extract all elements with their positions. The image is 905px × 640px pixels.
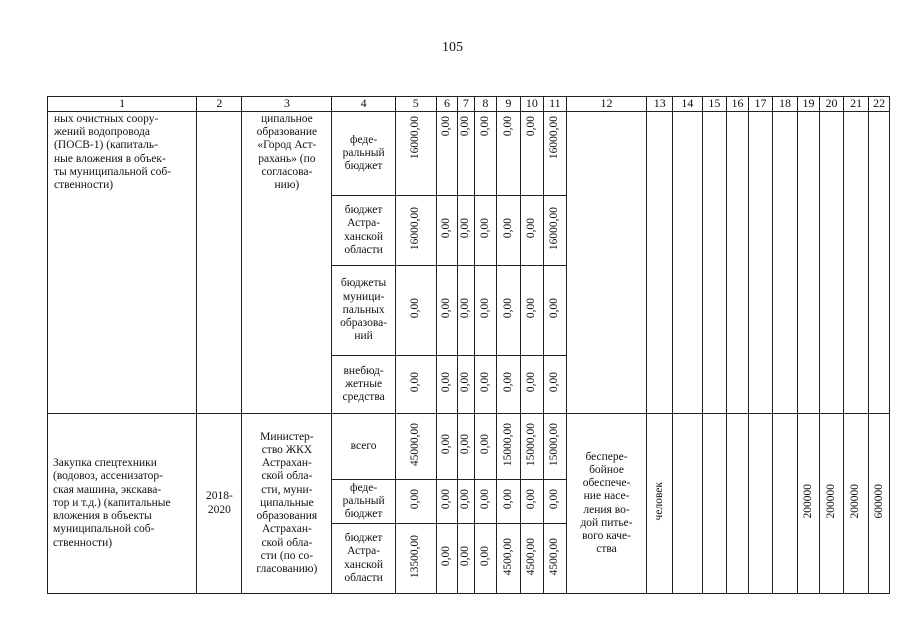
object-description: ных очистных соору- жений водопровода (ПОСВ-1) (капиталь- ные вложения в объек- ты муниципальной соб- ственности) [48, 112, 197, 414]
funding-source: бюджет Астра- ханской области [332, 196, 395, 266]
value-col-9: 4500,00 [501, 537, 514, 576]
object-description: Закупка спецтехники (водовоз, ассенизатор- ская машина, экскава- тор и т.д.) (капитальные вложения в объекты муниципальной соб- ственности) [48, 414, 197, 594]
expected-result: беспере- бойное обеспече- ние насе- ления во- дой питье- вого каче- ства [566, 414, 647, 594]
value-col-9: 0,00 [501, 372, 514, 393]
value-col-7: 0,00 [459, 116, 472, 137]
value-col-10: 0,00 [525, 298, 538, 319]
value-col-5: 45000,00 [409, 422, 422, 466]
value-col-8: 0,00 [478, 218, 491, 239]
value-col-6: 0,00 [440, 434, 453, 455]
header-col-14: 14 [673, 97, 703, 112]
value-col-5: 0,00 [409, 489, 422, 510]
table-row [48, 112, 890, 196]
value-col-8: 0,00 [478, 489, 491, 510]
value-col-5: 16000,00 [409, 116, 422, 160]
header-col-8: 8 [474, 97, 497, 112]
value-col-5: 13500,00 [409, 534, 422, 578]
header-col-9: 9 [497, 97, 521, 112]
target-2019: 200000 [824, 484, 837, 519]
funding-source: бюджет Астра- ханской области [332, 524, 395, 594]
value-col-11: 15000,00 [548, 422, 561, 466]
value-col-8: 0,00 [478, 372, 491, 393]
value-col-10: 0,00 [525, 218, 538, 239]
value-col-6: 0,00 [440, 298, 453, 319]
header-row [48, 97, 890, 112]
funding-source: бюджеты муници- пальных образова- ний [332, 266, 395, 356]
executor-cell: Министер- ство ЖКХ Астрахан- ской обла- сти, муни- ципальные образования Астрахан- ской обла- сти (по со- гласованию) [242, 414, 332, 594]
page-number: 105 [442, 40, 463, 55]
value-col-7: 0,00 [459, 489, 472, 510]
value-col-7: 0,00 [459, 372, 472, 393]
header-col-22: 22 [869, 97, 890, 112]
value-col-9: 0,00 [501, 218, 514, 239]
header-col-10: 10 [520, 97, 544, 112]
executor-cell: ципальное образование «Город Аст- рахань» (по согласова- нию) [242, 112, 332, 414]
value-col-10: 0,00 [525, 116, 538, 137]
value-col-9: 0,00 [501, 489, 514, 510]
table-row [48, 414, 890, 480]
period-cell [197, 112, 242, 414]
value-col-7: 0,00 [459, 298, 472, 319]
value-col-8: 0,00 [478, 546, 491, 567]
funding-source: феде- ральный бюджет [332, 112, 395, 196]
value-col-10: 0,00 [525, 489, 538, 510]
budget-table-wrapper [47, 96, 890, 593]
funding-source: всего [332, 414, 395, 480]
value-col-6: 0,00 [440, 218, 453, 239]
header-col-15: 15 [702, 97, 727, 112]
value-col-10: 0,00 [525, 372, 538, 393]
budget-table [47, 96, 890, 594]
header-col-1: 1 [48, 97, 197, 112]
value-col-7: 0,00 [459, 218, 472, 239]
value-col-8: 0,00 [478, 298, 491, 319]
value-col-6: 0,00 [440, 372, 453, 393]
target-total: 600000 [872, 484, 885, 519]
value-col-11: 0,00 [548, 489, 561, 510]
header-col-4: 4 [332, 97, 395, 112]
value-col-6: 0,00 [440, 116, 453, 137]
header-col-6: 6 [436, 97, 457, 112]
value-col-6: 0,00 [440, 489, 453, 510]
value-col-7: 0,00 [459, 434, 472, 455]
header-col-12: 12 [566, 97, 647, 112]
value-col-11: 16000,00 [548, 116, 561, 160]
value-col-7: 0,00 [459, 546, 472, 567]
header-col-5: 5 [395, 97, 436, 112]
value-col-8: 0,00 [478, 116, 491, 137]
unit-of-measure: человек [653, 482, 666, 521]
value-col-8: 0,00 [478, 434, 491, 455]
target-2020: 200000 [849, 484, 862, 519]
value-col-11: 0,00 [548, 298, 561, 319]
header-col-21: 21 [843, 97, 869, 112]
funding-source: внебюд- жетные средства [332, 356, 395, 414]
value-col-11: 16000,00 [548, 206, 561, 250]
value-col-9: 0,00 [501, 116, 514, 137]
header-col-17: 17 [748, 97, 773, 112]
header-col-2: 2 [197, 97, 242, 112]
value-col-10: 15000,00 [525, 422, 538, 466]
header-col-18: 18 [773, 97, 798, 112]
value-col-5: 0,00 [409, 372, 422, 393]
header-col-13: 13 [647, 97, 673, 112]
value-col-5: 16000,00 [409, 206, 422, 250]
funding-source: феде- ральный бюджет [332, 480, 395, 524]
value-col-11: 0,00 [548, 372, 561, 393]
value-col-9: 15000,00 [501, 422, 514, 466]
header-col-20: 20 [820, 97, 844, 112]
value-col-10: 4500,00 [525, 537, 538, 576]
header-col-19: 19 [797, 97, 820, 112]
target-2018: 200000 [801, 484, 814, 519]
value-col-6: 0,00 [440, 546, 453, 567]
header-col-3: 3 [242, 97, 332, 112]
header-col-11: 11 [544, 97, 567, 112]
header-col-7: 7 [458, 97, 474, 112]
value-col-5: 0,00 [409, 298, 422, 319]
period-cell: 2018- 2020 [197, 414, 242, 594]
value-col-11: 4500,00 [548, 537, 561, 576]
header-col-16: 16 [727, 97, 748, 112]
value-col-9: 0,00 [501, 298, 514, 319]
